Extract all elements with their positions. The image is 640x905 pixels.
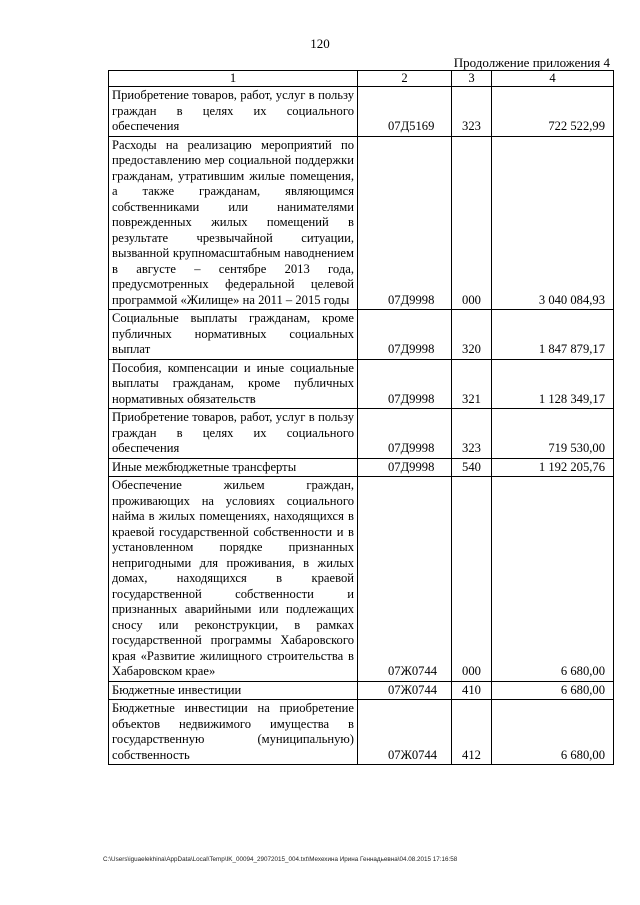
continuation-label: Продолжение приложения 4 <box>453 55 610 70</box>
row-amount: 6 680,00 <box>492 681 614 700</box>
row-code: 07Д9998 <box>358 409 452 459</box>
row-name: Обеспечение жильем граждан, проживающих на условиях социального найма в жилых помещениях, находящихся в краевой государственной собственности и в установленном порядке признанных непригодными для проживания, в жилых домах, находящихся в краевой государственной собственности и признанных аварийными или подлежащих сносу или реконструкции, в рамках государственной программы Хабаровского края «Развитие жилищного строительства в Хабаровском крае» <box>109 477 358 682</box>
table-row <box>109 359 614 409</box>
header-col-4: 4 <box>492 71 614 87</box>
row-amount: 1 847 879,17 <box>492 310 614 360</box>
table-row <box>109 458 614 477</box>
row-type: 000 <box>452 136 492 310</box>
row-name: Социальные выплаты гражданам, кроме публичных нормативных социальных выплат <box>109 310 358 360</box>
row-name: Приобретение товаров, работ, услуг в пользу граждан в целях их социального обеспечения <box>109 87 358 137</box>
row-type: 323 <box>452 409 492 459</box>
row-type: 323 <box>452 87 492 137</box>
row-type: 412 <box>452 700 492 765</box>
budget-table <box>108 70 614 765</box>
row-name: Бюджетные инвестиции <box>109 681 358 700</box>
page-number: 120 <box>310 36 330 51</box>
row-name: Приобретение товаров, работ, услуг в пользу граждан в целях их социального обеспечения <box>109 409 358 459</box>
row-amount: 722 522,99 <box>492 87 614 137</box>
row-type: 540 <box>452 458 492 477</box>
row-amount: 719 530,00 <box>492 409 614 459</box>
table-row <box>109 681 614 700</box>
row-code: 07Д9998 <box>358 136 452 310</box>
row-code: 07Д9998 <box>358 310 452 360</box>
row-code: 07Д9998 <box>358 458 452 477</box>
table-row <box>109 310 614 360</box>
table-row <box>109 136 614 310</box>
row-code: 07Ж0744 <box>358 477 452 682</box>
row-type: 410 <box>452 681 492 700</box>
row-code: 07Д5169 <box>358 87 452 137</box>
header-col-2: 2 <box>358 71 452 87</box>
table-row <box>109 409 614 459</box>
row-amount: 6 680,00 <box>492 700 614 765</box>
row-type: 320 <box>452 310 492 360</box>
row-type: 321 <box>452 359 492 409</box>
row-amount: 6 680,00 <box>492 477 614 682</box>
header-col-1: 1 <box>109 71 358 87</box>
table-row <box>109 87 614 137</box>
row-code: 07Ж0744 <box>358 700 452 765</box>
table-header-row <box>109 71 614 87</box>
row-amount: 1 192 205,76 <box>492 458 614 477</box>
row-code: 07Д9998 <box>358 359 452 409</box>
table-row <box>109 477 614 682</box>
table-row <box>109 700 614 765</box>
row-name: Бюджетные инвестиции на приобретение объектов недвижимого имущества в государственную (муниципальную) собственность <box>109 700 358 765</box>
row-amount: 3 040 084,93 <box>492 136 614 310</box>
header-col-3: 3 <box>452 71 492 87</box>
row-name: Пособия, компенсации и иные социальные выплаты гражданам, кроме публичных нормативных обязательств <box>109 359 358 409</box>
row-name: Расходы на реализацию мероприятий по предоставлению мер социальной поддержки гражданам, утратившим жилые помещения, а также гражданам, являющимся собственниками или нанимателями поврежденных жилых помещений в результате чрезвычайной ситуации, вызванной крупномасштабным наводнением в августе – сентябре 2013 года, предусмотренных федеральной целевой программой «Жилище» на 2011 – 2015 годы <box>109 136 358 310</box>
row-type: 000 <box>452 477 492 682</box>
row-code: 07Ж0744 <box>358 681 452 700</box>
row-amount: 1 128 349,17 <box>492 359 614 409</box>
file-path-footer: C:\Users\iguaelekhina\AppData\Local\Temp\IK_00094_29072015_004.txt\Мехехина Ирина Геннадьевна\04.08.2015 17:16:58 <box>103 856 458 863</box>
row-name: Иные межбюджетные трансферты <box>109 458 358 477</box>
